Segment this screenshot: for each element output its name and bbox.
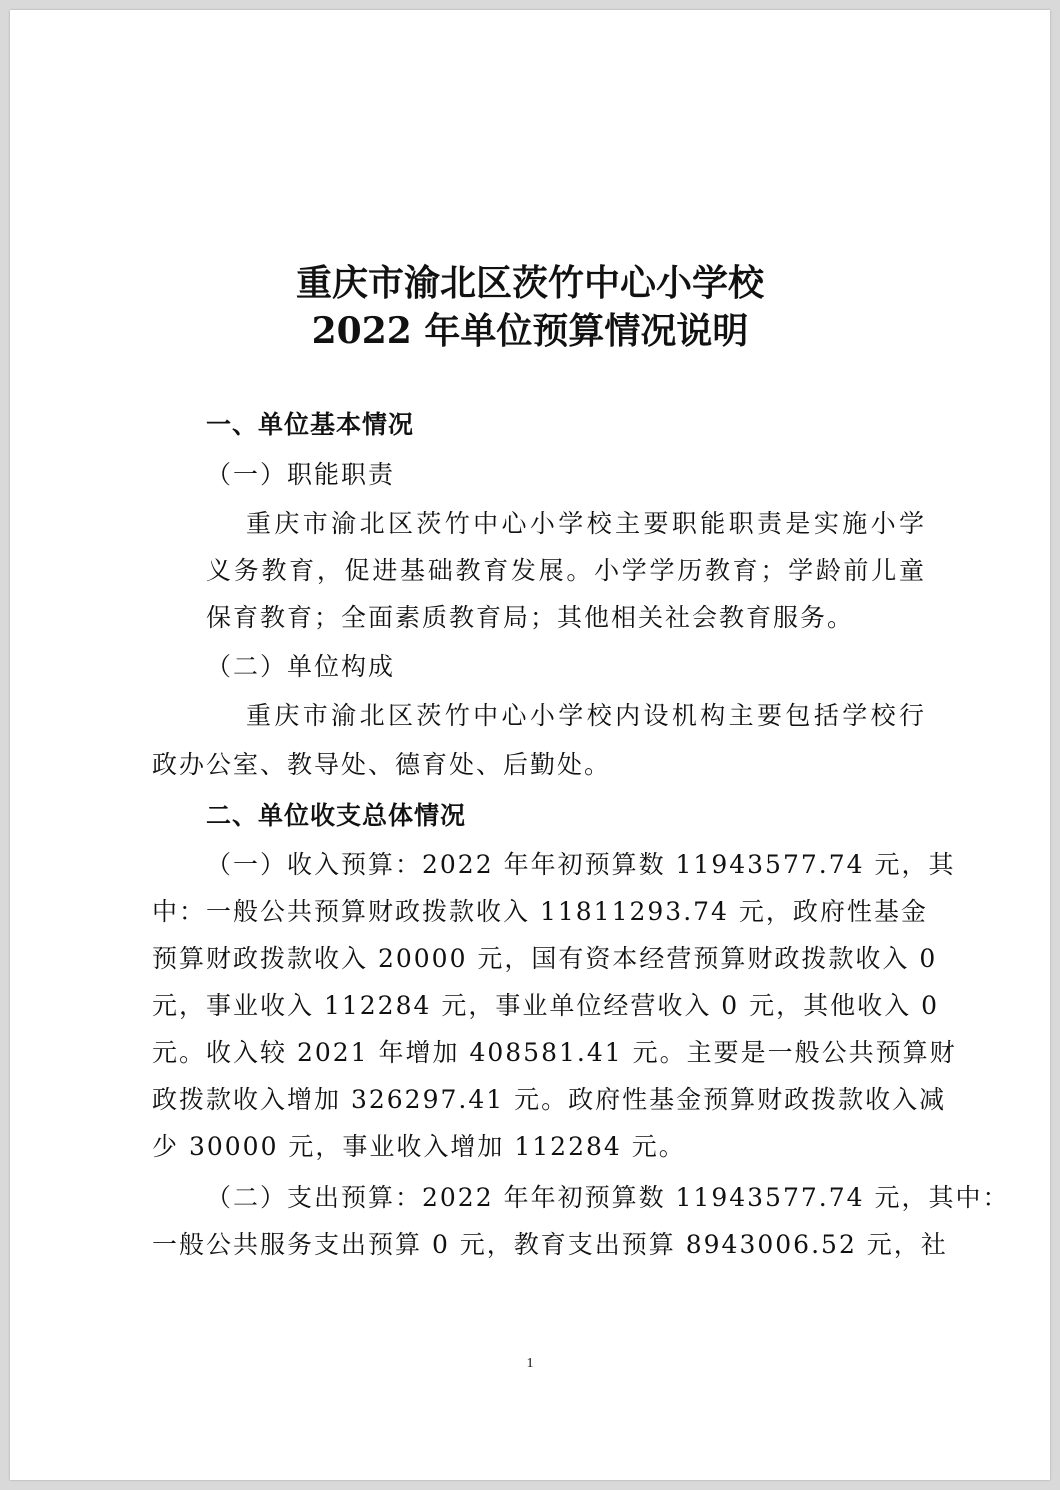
paragraph-line: 预算财政拨款收入 20000 元，国有资本经营预算财政拨款收入 0	[152, 944, 938, 973]
document-page	[10, 10, 1050, 1480]
document-title-line-2: 2022 年单位预算情况说明	[311, 310, 749, 352]
paragraph-line: 元。收入较 2021 年增加 408581.41 元。主要是一般公共预算财	[152, 1038, 957, 1067]
paragraph-line: 一般公共服务支出预算 0 元，教育支出预算 8943006.52 元，社	[152, 1230, 948, 1259]
section-heading-basic-info: 一、单位基本情况	[206, 410, 415, 439]
paragraph-line: 政办公室、教导处、德育处、后勤处。	[152, 750, 612, 779]
paragraph-line: 重庆市渝北区茨竹中心小学校主要职能职责是实施小学	[246, 509, 926, 538]
paragraph-line: 政拨款收入增加 326297.41 元。政府性基金预算财政拨款收入减	[152, 1085, 947, 1114]
paragraph-line: 少 30000 元，事业收入增加 112284 元。	[152, 1132, 686, 1161]
paragraph-line: 中：一般公共预算财政拨款收入 11811293.74 元，政府性基金	[152, 897, 928, 926]
paragraph-line: 重庆市渝北区茨竹中心小学校内设机构主要包括学校行	[246, 701, 926, 730]
document-title-line-1: 重庆市渝北区茨竹中心小学校	[295, 262, 764, 304]
subheading-functions: （一）职能职责	[206, 460, 396, 489]
paragraph-line: （一）收入预算：2022 年年初预算数 11943577.74 元，其	[206, 850, 956, 879]
section-heading-budget-overview: 二、单位收支总体情况	[206, 801, 467, 830]
subheading-composition: （二）单位构成	[206, 652, 396, 681]
paragraph-line: （二）支出预算：2022 年年初预算数 11943577.74 元，其中：	[206, 1183, 1010, 1212]
paragraph-line: 义务教育，促进基础教育发展。小学学历教育；学龄前儿童	[206, 556, 926, 585]
page-number: 1	[526, 1356, 534, 1371]
paragraph-line: 保育教育；全面素质教育局；其他相关社会教育服务。	[206, 603, 855, 632]
paragraph-line: 元，事业收入 112284 元，事业单位经营收入 0 元，其他收入 0	[152, 991, 939, 1020]
